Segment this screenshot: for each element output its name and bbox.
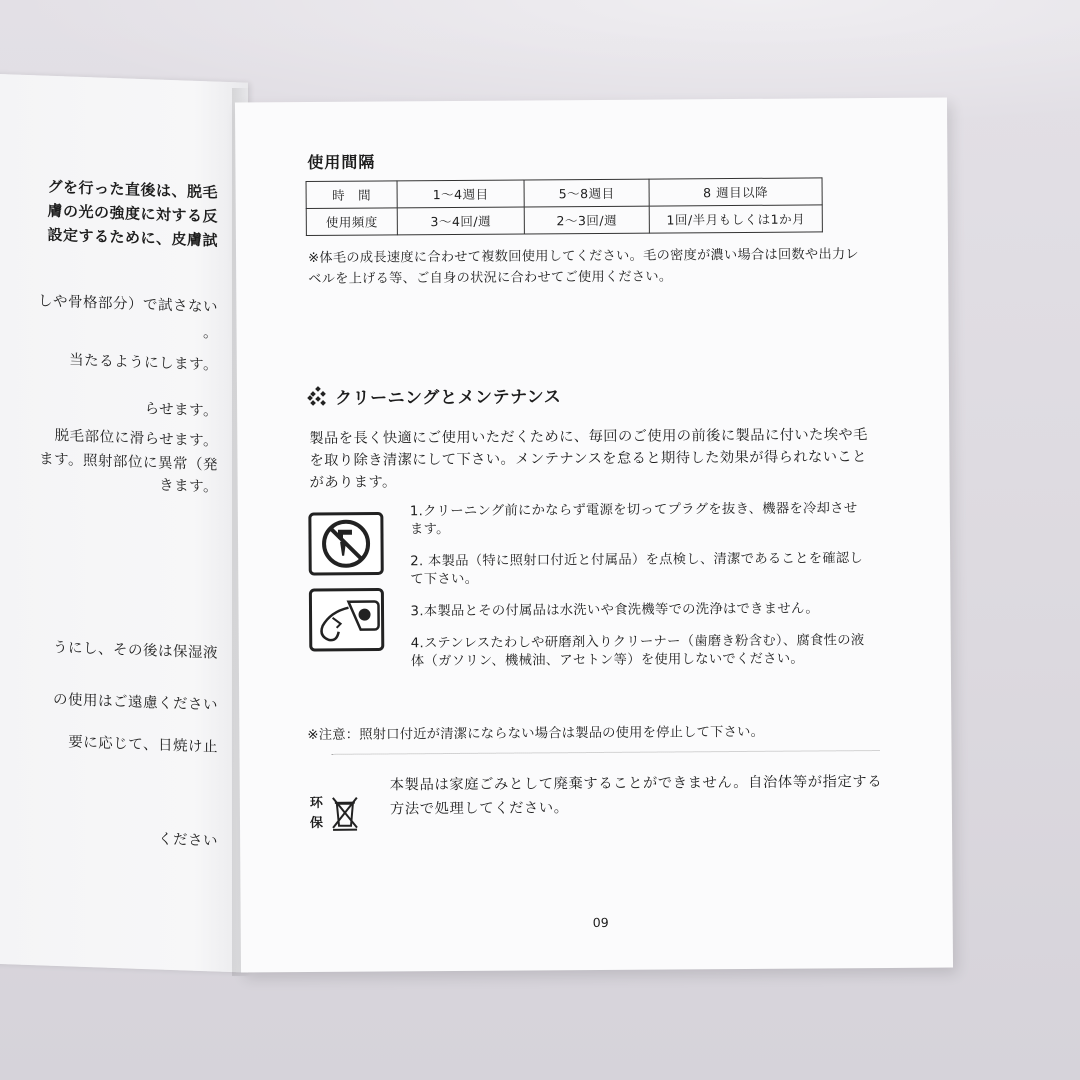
table-row — [306, 205, 822, 236]
left-page-text-line: ます。照射部位に異常（発 — [39, 451, 218, 474]
env-label-char: 保 — [309, 815, 324, 831]
left-page-text-line: グを行った直後は、脱毛 — [47, 177, 218, 202]
right-page — [235, 98, 953, 973]
table-cell: 時 間 — [306, 181, 397, 209]
page-number: 09 — [592, 914, 609, 931]
caution-note: ※注意：照射口付近が清潔にならない場合は製品の使用を停止して下さい。 — [307, 724, 765, 744]
left-page-text-line: 膚の光の強度に対する反 — [47, 201, 218, 226]
list-item: 4.ステンレスたわしや研磨剤入りクリーナー（歯磨き粉含む）、腐食性の液体（ガソリン、機械油、アセトン等）を使用しないでください。 — [410, 633, 865, 670]
env-label-char: 环 — [309, 795, 323, 811]
left-page — [0, 73, 248, 972]
dotted-divider — [332, 750, 880, 755]
device-unplug-icon — [308, 587, 384, 652]
left-page-text-line: きます。 — [159, 477, 218, 496]
left-page-text-line: らせます。 — [144, 401, 218, 420]
list-item: 3.本製品とその付属品は水洗いや食洗機等での洗浄はできません。 — [410, 601, 819, 620]
left-page-text-line: 脱毛部位に滑らせます。 — [54, 427, 218, 450]
left-page-text-line: ください — [158, 831, 218, 850]
left-page-text-line: 。 — [203, 325, 218, 342]
table-cell: 8 週目以降 — [649, 178, 822, 206]
table-cell: 3〜4回/週 — [397, 207, 524, 235]
left-page-text-line: 設定するために、皮膚試 — [47, 225, 218, 250]
usage-frequency-table — [306, 177, 823, 236]
left-page-text-line: 要に応じて、日焼け止 — [68, 734, 218, 756]
cleaning-instructions-list — [410, 500, 871, 685]
disposal-notice: 本製品は家庭ごみとして廃棄することができません。自治体等が指定する方法で処理してください。 — [389, 773, 883, 818]
environmental-disposal-mark — [310, 794, 360, 834]
env-label — [310, 794, 323, 834]
left-page-text-line: うにし、その後は保湿液 — [53, 639, 218, 662]
list-item: 2. 本製品（特に照射口付近と付属品）を点検し、清潔であることを確認して下さい。 — [410, 551, 864, 588]
list-item: 1.クリーニング前にかならず電源を切ってプラグを抜き、機器を冷却させます。 — [409, 501, 858, 538]
diamond-pattern-icon — [307, 385, 329, 407]
left-page-text-line: 当たるようにします。 — [69, 352, 218, 374]
table-cell: 1〜4週目 — [397, 180, 524, 208]
cleaning-intro: 製品を長く快適にご使用いただくために、毎回のご使用の前後に製品に付いた埃や毛を取り除き清潔にして下さい。メンテナンスを怠ると期待した効果が得られないことがあります。 — [309, 427, 868, 491]
usage-interval-title: 使用間隔 — [307, 152, 376, 172]
table-cell: 5〜8週目 — [524, 179, 649, 207]
table-row — [306, 178, 822, 209]
cleaning-title: クリーニングとメンテナンス — [334, 387, 562, 409]
left-page-text-line: しや骨格部分）で試さない — [38, 293, 218, 316]
usage-note: ※体毛の成長速度に合わせて複数回使用してください。毛の密度が濃い場合は回数や出力レベルを上げる等、ご自身の状況に合わせてご使用ください。 — [308, 247, 859, 287]
crossed-bin-icon — [330, 796, 360, 832]
table-cell: 1回/半月もしくは1か月 — [649, 205, 822, 233]
table-cell: 2〜3回/週 — [524, 206, 649, 234]
left-page-text-line: の使用はご遠慮ください — [53, 691, 218, 714]
cleaning-section-heading — [307, 382, 561, 409]
no-water-wash-icon — [308, 511, 384, 576]
table-cell: 使用頻度 — [306, 208, 397, 236]
